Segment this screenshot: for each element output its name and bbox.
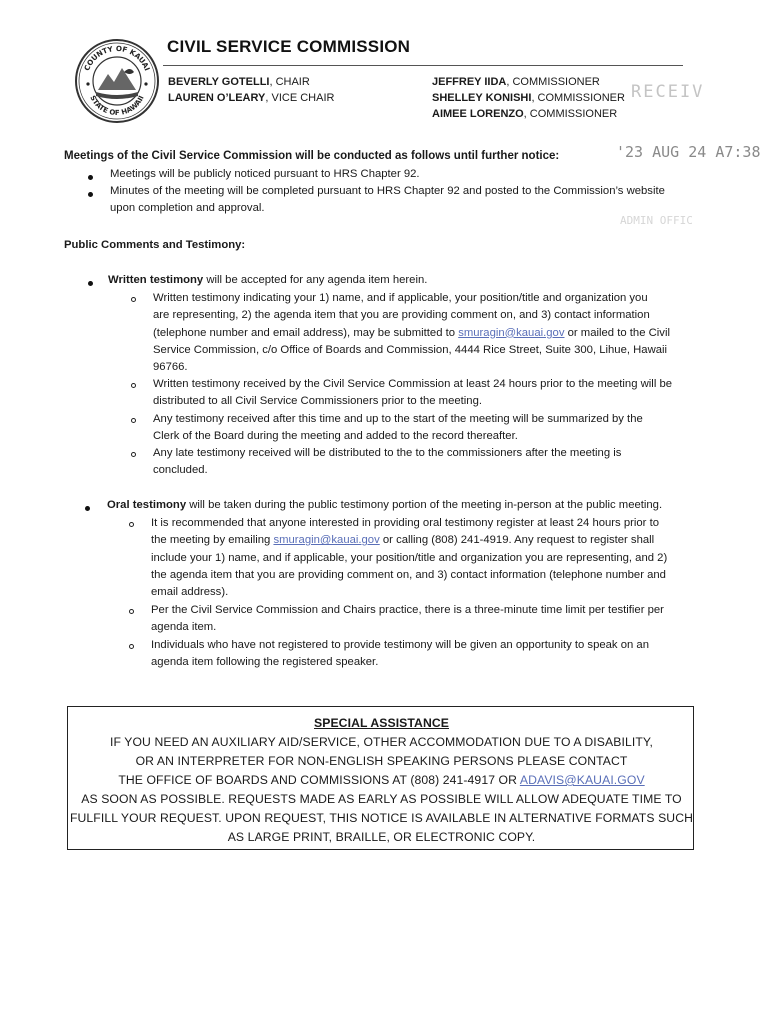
circle-bullet-icon bbox=[131, 418, 136, 423]
text-line: concluded. bbox=[153, 464, 208, 477]
circle-bullet-icon bbox=[129, 522, 134, 527]
circle-bullet-icon bbox=[129, 609, 134, 614]
oral-item bbox=[151, 602, 664, 637]
email-link[interactable]: ADAVIS@KAUAI.GOV bbox=[519, 773, 645, 787]
text-line: Service Commission, c/o Office of Boards and Commission, 4444 Rice Street, Suite 300, Lihue, Hawaii bbox=[153, 343, 668, 356]
oral-item bbox=[151, 637, 649, 672]
text-line: Per the Civil Service Commission and Chairs practice, there is a three-minute time limit per testifier per bbox=[151, 604, 664, 616]
member-commissioner bbox=[432, 90, 625, 106]
member-role: , VICE CHAIR bbox=[265, 92, 335, 104]
box-text-line: FULFILL YOUR REQUEST. UPON REQUEST, THIS NOTICE IS AVAILABLE IN ALTERNATIVE FORMATS SUCH bbox=[69, 811, 694, 825]
text-line: are representing, 2) the agenda item that you are providing comment on, and 3) contact information bbox=[153, 309, 650, 322]
special-assistance-box bbox=[67, 706, 694, 850]
lead-text: will be accepted for any agenda item herein. bbox=[203, 274, 428, 286]
text-line: email address). bbox=[151, 586, 229, 599]
oral-testimony-lead bbox=[107, 497, 662, 514]
box-text-line: IF YOU NEED AN AUXILIARY AID/SERVICE, OTHER ACCOMMODATION DUE TO A DISABILITY, bbox=[109, 735, 654, 749]
text-line: agenda item. bbox=[151, 621, 217, 634]
text-line: Written testimony received by the Civil Service Commission at least 24 hours prior to the meeting will be bbox=[153, 378, 673, 390]
member-chair bbox=[168, 74, 334, 90]
text-line: include your 1) name, and if applicable, your position/title and organization you are representing, and 2) bbox=[151, 551, 668, 564]
text-line: It is recommended that anyone interested in providing oral testimony register at least 24 hours prior to bbox=[151, 517, 659, 529]
lead-text: will be taken during the public testimony portion of the meeting in-person at the public meeting. bbox=[186, 499, 663, 511]
written-item bbox=[153, 411, 643, 446]
member-commissioner bbox=[432, 74, 625, 90]
text-line: Individuals who have not registered to provide testimony will be given an opportunity to speak on an bbox=[151, 639, 649, 651]
bullet-icon bbox=[88, 175, 93, 180]
bullet-icon bbox=[85, 506, 90, 511]
text-line: Written testimony indicating your 1) name, and if applicable, your position/title and organization you bbox=[153, 292, 648, 304]
member-role: , CHAIR bbox=[269, 76, 310, 88]
lead-bold: Oral testimony bbox=[107, 499, 187, 511]
member-commissioner bbox=[432, 106, 625, 122]
date-stamp: '23 AUG 24 A7:38 bbox=[616, 143, 761, 161]
text-span: or mailed to the Civil bbox=[564, 326, 670, 339]
svg-text:COUNTY OF KAUAI: COUNTY OF KAUAI bbox=[82, 43, 152, 73]
text-span: the meeting by emailing bbox=[151, 534, 274, 547]
text-line bbox=[153, 325, 670, 342]
member-name: AIMEE LORENZO bbox=[432, 108, 524, 120]
text-line: Minutes of the meeting will be completed pursuant to HRS Chapter 92 and posted to the Commission’s website bbox=[110, 185, 665, 197]
member-name: BEVERLY GOTELLI bbox=[168, 76, 270, 88]
bullet-icon bbox=[88, 192, 93, 197]
member-name: LAUREN O’LEARY bbox=[168, 92, 266, 104]
text-span: or calling (808) 241-4919. Any request to register shall bbox=[379, 534, 655, 547]
text-span: THE OFFICE OF BOARDS AND COMMISSIONS AT (808) 241-4917 OR bbox=[118, 773, 520, 787]
svg-text:STATE OF HAWAII: STATE OF HAWAII bbox=[88, 94, 146, 118]
circle-bullet-icon bbox=[131, 383, 136, 388]
members-left bbox=[168, 74, 334, 106]
text-line bbox=[151, 532, 667, 549]
written-item bbox=[153, 445, 621, 480]
oral-item bbox=[151, 515, 667, 601]
bullet-icon bbox=[88, 281, 93, 286]
member-role: , COMMISSIONER bbox=[506, 76, 600, 88]
text-line: Any late testimony received will be distributed to the to the commissioners after the meeting is bbox=[153, 447, 622, 459]
text-line: distributed to all Civil Service Commissioners prior to the meeting. bbox=[153, 395, 482, 408]
commission-title: CIVIL SERVICE COMMISSION bbox=[167, 37, 411, 56]
notice-bullet bbox=[110, 183, 665, 218]
text-line: agenda item following the registered speaker. bbox=[151, 656, 379, 669]
email-link[interactable]: smuragin@kauai.gov bbox=[273, 534, 380, 547]
public-comments-heading: Public Comments and Testimony: bbox=[64, 239, 246, 251]
box-text-line bbox=[68, 771, 695, 790]
notice-bullet: Meetings will be publicly noticed pursuant to HRS Chapter 92. bbox=[110, 168, 420, 180]
county-seal-logo bbox=[74, 38, 160, 124]
written-item bbox=[153, 290, 670, 376]
written-testimony-lead bbox=[108, 272, 427, 289]
text-span: (telephone number and email address), may be submitted to bbox=[153, 326, 459, 339]
email-link[interactable]: smuragin@kauai.gov bbox=[458, 326, 565, 339]
member-vice-chair bbox=[168, 90, 334, 106]
box-text-line: AS LARGE PRINT, BRAILLE, OR ELECTRONIC COPY. bbox=[227, 830, 536, 844]
received-stamp: RECEIV bbox=[631, 82, 705, 102]
text-line: Clerk of the Board during the meeting and added to the record thereafter. bbox=[153, 430, 518, 443]
header-rule bbox=[163, 65, 683, 66]
members-right bbox=[432, 74, 625, 122]
notice-heading: Meetings of the Civil Service Commission will be conducted as follows until further notice: bbox=[64, 150, 560, 162]
member-role: , COMMISSIONER bbox=[531, 92, 625, 104]
member-name: SHELLEY KONISHI bbox=[432, 92, 532, 104]
circle-bullet-icon bbox=[131, 297, 136, 302]
lead-bold: Written testimony bbox=[108, 274, 204, 286]
circle-bullet-icon bbox=[129, 644, 134, 649]
member-role: , COMMISSIONER bbox=[523, 108, 618, 120]
faint-stamp: ADMIN OFFIC bbox=[620, 214, 693, 227]
text-line: Any testimony received after this time and up to the start of the meeting will be summarized by the bbox=[153, 413, 643, 425]
special-assistance-title: SPECIAL ASSISTANCE bbox=[314, 716, 449, 730]
written-item bbox=[153, 376, 672, 411]
box-text-line: OR AN INTERPRETER FOR NON-ENGLISH SPEAKING PERSONS PLEASE CONTACT bbox=[135, 754, 628, 768]
text-line: the agenda item that you are providing comment on, and 3) contact information (telephone number and bbox=[151, 568, 666, 581]
text-line: 96766. bbox=[153, 361, 188, 374]
text-line: upon completion and approval. bbox=[110, 202, 265, 215]
member-name: JEFFREY IIDA bbox=[432, 76, 507, 88]
circle-bullet-icon bbox=[131, 452, 136, 457]
box-text-line: AS SOON AS POSSIBLE. REQUESTS MADE AS EARLY AS POSSIBLE WILL ALLOW ADEQUATE TIME TO bbox=[81, 792, 682, 806]
